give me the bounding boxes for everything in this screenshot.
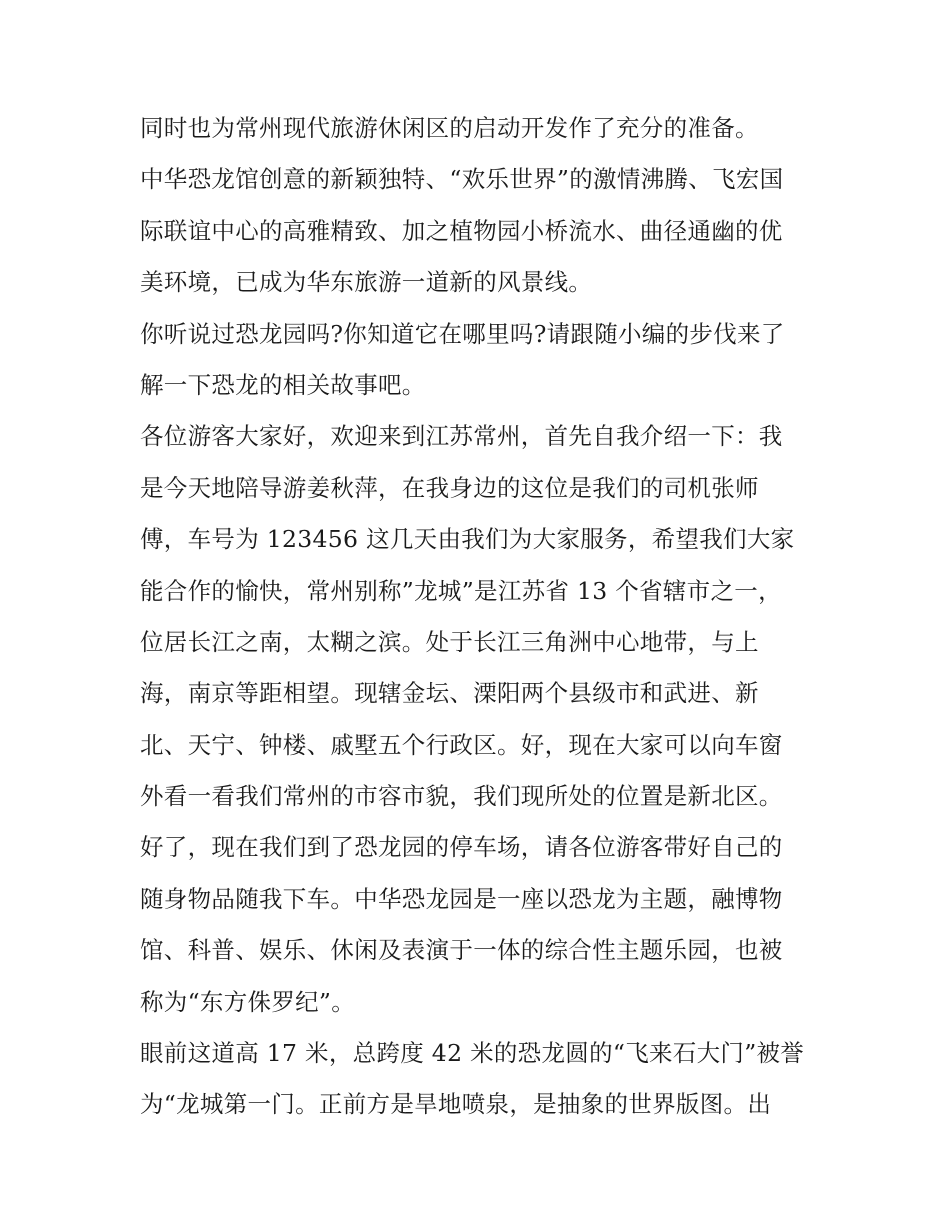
text-line: 各位游客大家好，欢迎来到江苏常州，首先自我介绍一下：我 — [140, 422, 783, 451]
text-line: 北、天宁、钟楼、戚墅五个行政区。好，现在大家可以向车窗 — [140, 730, 783, 759]
text-line: 解一下恐龙的相关故事吧。 — [140, 370, 426, 399]
text-line: 为“龙城第一门。正前方是旱地喷泉，是抽象的世界版图。出 — [140, 1090, 772, 1119]
text-line: 海，南京等距相望。现辖金坛、溧阳两个县级市和武进、新 — [140, 679, 759, 708]
text-line: 外看一看我们常州的市容市貌，我们现所处的位置是新北区。 — [140, 782, 783, 811]
text-line: 馆、科普、娱乐、休闲及表演于一体的综合性主题乐园，也被 — [140, 936, 783, 965]
text-line: 位居长江之南，太糊之滨。处于长江三角洲中心地带，与上 — [140, 627, 759, 656]
text-line: 你听说过恐龙园吗?你知道它在哪里吗?请跟随小编的步伐来了 — [140, 319, 785, 348]
text-line: 眼前这道高 17 米，总跨度 42 米的恐龙圆的“飞来石大门”被誉 — [140, 1039, 805, 1068]
text-line: 好了，现在我们到了恐龙园的停车场，请各位游客带好自己的 — [140, 833, 783, 862]
text-line: 中华恐龙馆创意的新颖独特、“欢乐世界”的激情沸腾、飞宏国 — [140, 165, 784, 194]
document-body — [140, 103, 820, 1131]
text-line: 际联谊中心的高雅精致、加之植物园小桥流水、曲径通幽的优 — [140, 216, 783, 245]
text-line: 同时也为常州现代旅游休闲区的启动开发作了充分的准备。 — [140, 114, 759, 142]
text-line: 是今天地陪导游姜秋萍，在我身边的这位是我们的司机张师 — [140, 473, 759, 502]
text-line: 称为“东方侏罗纪”。 — [140, 987, 356, 1016]
text-line: 美环境，已成为华东旅游一道新的风景线。 — [140, 268, 593, 297]
text-line: 能合作的愉快，常州别称”龙城”是江苏省 13 个省辖市之一， — [140, 576, 782, 605]
text-line: 傅，车号为 123456 这几天由我们为大家服务，希望我们大家 — [140, 525, 795, 554]
text-line: 随身物品随我下车。中华恐龙园是一座以恐龙为主题，融博物 — [140, 884, 783, 913]
